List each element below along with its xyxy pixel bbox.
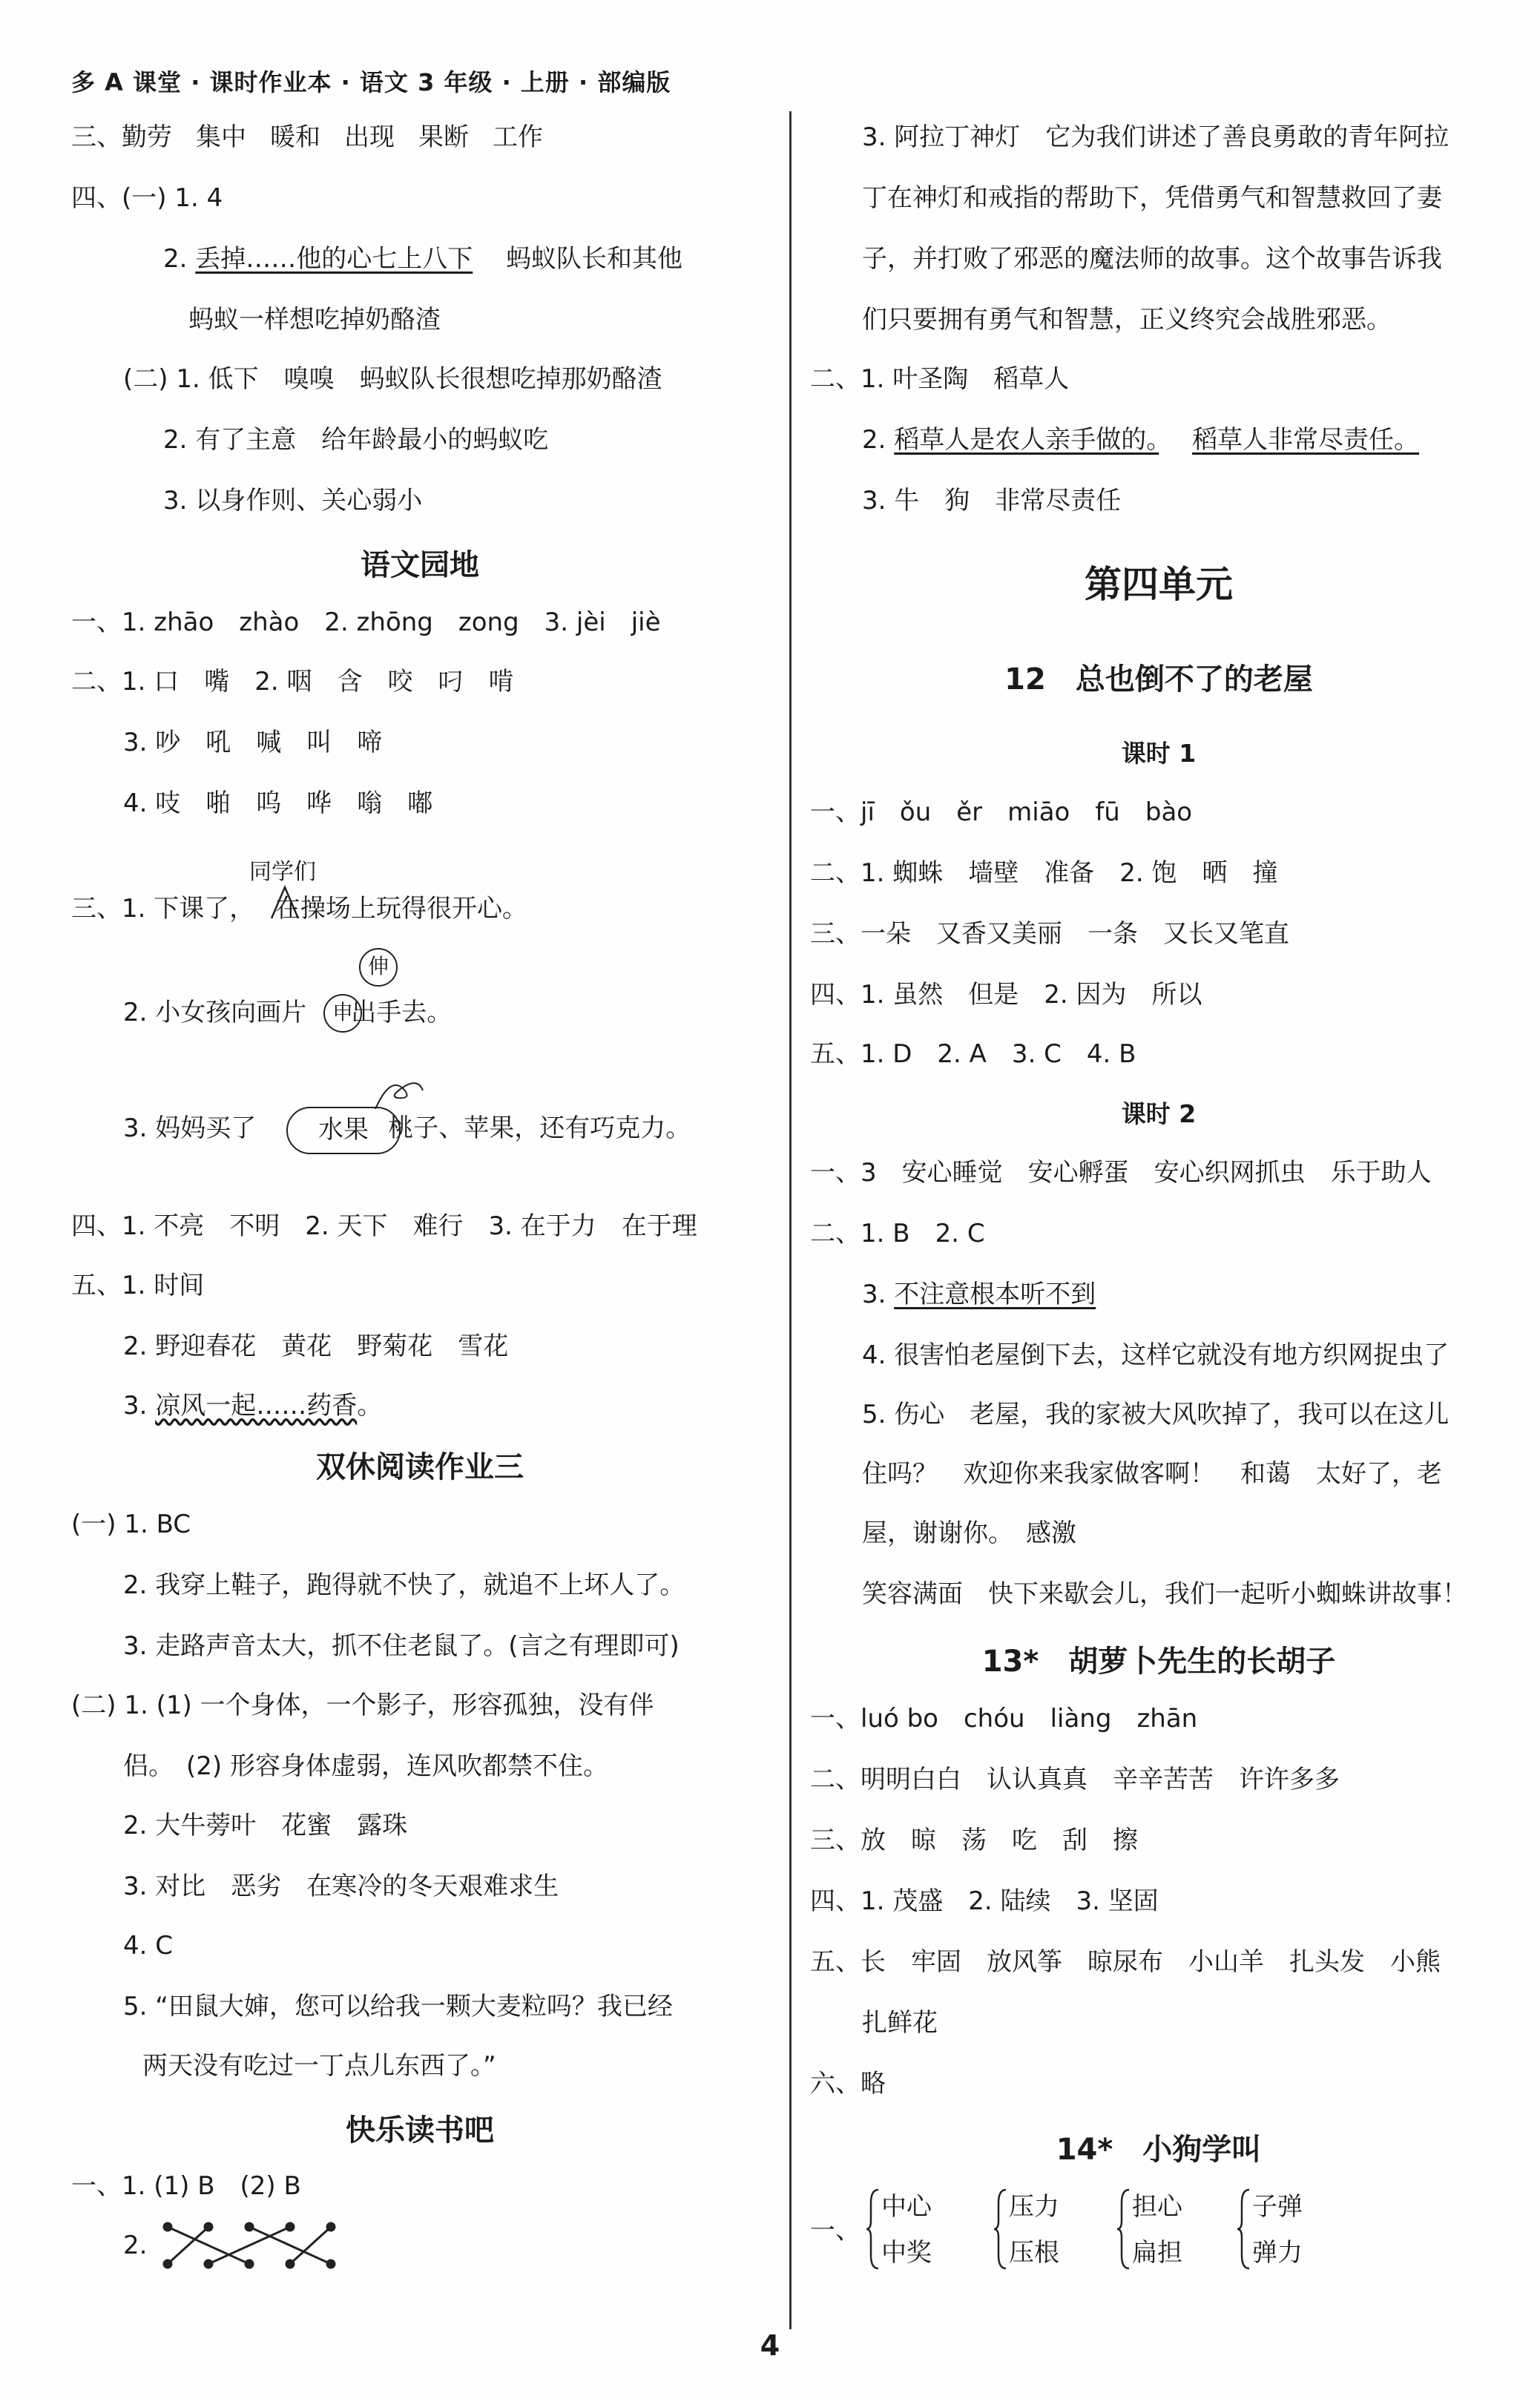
answer-line: (二) 1. (1) 一个身体，一个影子，形容孤独，没有伴 xyxy=(71,1691,654,1720)
answer-line: 3. 走路声音太大，抓不住老鼠了。(言之有理即可) xyxy=(123,1631,679,1661)
answer-line: 3. 吵 吼 喊 叫 啼 xyxy=(123,728,383,757)
answer-line: 二、1. B 2. C xyxy=(810,1219,985,1248)
answer-line: (二) 1. 低下 嗅嗅 蚂蚁队长很想吃掉那奶酪渣 xyxy=(123,364,662,394)
underlined-answer: 丢掉……他的心七上八下 xyxy=(195,244,473,274)
answer-line: 3. 凉风一起……药香。 xyxy=(123,1391,383,1421)
answer-line: 四、1. 不亮 不明 2. 天下 难行 3. 在于力 在于理 xyxy=(71,1211,697,1241)
answer-line: 三、一朵 又香又美丽 一条 又长又笔直 xyxy=(810,919,1289,949)
answer-line: 二、明明白白 认认真真 辛辛苦苦 许许多多 xyxy=(810,1765,1340,1794)
answer-line: 2. 丢掉……他的心七上八下 蚂蚁队长和其他 xyxy=(163,244,683,274)
brace-icon xyxy=(866,2188,880,2270)
wavy-underlined-answer: 凉风一起……药香 xyxy=(155,1391,358,1421)
answer-line: 2. 稻草人是农人亲手做的。 稻草人非常尽责任。 xyxy=(862,425,1420,455)
answer-line: 子，并打败了邪恶的魔法师的故事。这个故事告诉我 xyxy=(862,244,1442,274)
answer-line: (一) 1. BC xyxy=(71,1510,191,1539)
lesson-title: 14* 小狗学叫 xyxy=(1056,2133,1262,2167)
brace-icon xyxy=(994,2188,1007,2270)
answer-line: 二、1. 口 嘴 2. 咽 含 咬 叼 啃 xyxy=(71,667,514,697)
answer-line: 一、1. (1) B (2) B xyxy=(71,2171,301,2201)
answer-line: 三、勤劳 集中 暖和 出现 果断 工作 xyxy=(71,122,543,152)
answer-line: 们只要拥有勇气和智慧，正义终究会战胜邪恶。 xyxy=(862,305,1392,335)
word-bottom: 压根 xyxy=(1009,2238,1059,2268)
answer-line: 2. xyxy=(123,2231,148,2260)
answer-line: 5. “田鼠大婶，您可以给我一颗大麦粒吗？我已经 xyxy=(123,1992,673,2021)
answer-line: 2. 有了主意 给年龄最小的蚂蚁吃 xyxy=(163,425,549,455)
answer-line: 3. 不注意根本听不到 xyxy=(862,1280,1096,1309)
word-top: 压力 xyxy=(1009,2192,1059,2222)
word-bottom: 中奖 xyxy=(881,2238,932,2268)
word-bottom: 弹力 xyxy=(1252,2238,1303,2268)
answer-line: 侣。 (2) 形容身体虚弱，连风吹都禁不住。 xyxy=(123,1751,608,1781)
answer-line: 二、1. 蜘蛛 墙壁 准备 2. 饱 晒 撞 xyxy=(810,858,1278,888)
answer-line: 扎鲜花 xyxy=(862,2008,938,2038)
lesson-title: 13* 胡萝卜先生的长胡子 xyxy=(981,1645,1336,1679)
answer-line: 六、略 xyxy=(810,2069,886,2099)
answer-line: 一、1. zhāo zhào 2. zhōng zong 3. jèi jiè xyxy=(71,608,661,637)
period-title: 课时 2 xyxy=(1121,1099,1197,1128)
answer-line: 两天没有吃过一丁点儿东西了。” xyxy=(142,2051,496,2081)
underlined-answer: 不注意根本听不到 xyxy=(894,1280,1096,1309)
word-top: 子弹 xyxy=(1252,2192,1303,2222)
answer-line: 屋，谢谢你。 感激 xyxy=(862,1518,1076,1548)
answer-line: 住吗？ 欢迎你来我家做客啊！ 和蔼 太好了，老 xyxy=(862,1459,1442,1489)
answer-line: 一、3 安心睡觉 安心孵蛋 安心织网抓虫 乐于助人 xyxy=(810,1158,1432,1188)
word-top: 担心 xyxy=(1132,2192,1182,2222)
answer-line: 2. 野迎春花 黄花 野菊花 雪花 xyxy=(123,1332,509,1361)
brace-icon xyxy=(1117,2188,1131,2270)
answer-line: 一、 xyxy=(810,2216,861,2245)
answer-line: 3. 以身作则、关心弱小 xyxy=(163,486,423,516)
underlined-answer: 稻草人非常尽责任。 xyxy=(1192,425,1420,455)
answer-line: 丁在神灯和戒指的帮助下，凭借勇气和智慧救回了妻 xyxy=(862,183,1442,213)
lesson-title: 12 总也倒不了的老屋 xyxy=(1004,662,1313,697)
answer-line: 四、1. 茂盛 2. 陆续 3. 坚固 xyxy=(810,1886,1159,1916)
answer-line: 蚂蚁一样想吃掉奶酪渣 xyxy=(188,305,441,335)
circled-char-correct: 伸 xyxy=(359,948,398,987)
answer-line: 4. 吱 啪 呜 哗 嗡 嘟 xyxy=(123,789,433,818)
period-title: 课时 1 xyxy=(1121,739,1197,768)
answer-line: 五、1. 时间 xyxy=(71,1271,205,1300)
answer-line: 2. 大牛蒡叶 花蜜 露珠 xyxy=(123,1811,408,1840)
answer-line: 三、放 晾 荡 吃 刮 擦 xyxy=(810,1826,1138,1855)
answer-line: 五、长 牢固 放风筝 晾尿布 小山羊 扎头发 小熊 xyxy=(810,1947,1441,1977)
circled-char-wrong: 申 xyxy=(323,994,362,1033)
answer-line: 3. 阿拉丁神灯 它为我们讲述了善良勇敢的青年阿拉 xyxy=(862,122,1449,152)
answer-line: 4. C xyxy=(123,1931,173,1961)
book-header: 多 A 课堂 · 课时作业本 · 语文 3 年级 · 上册 · 部编版 xyxy=(71,68,671,96)
word-top: 中心 xyxy=(881,2192,932,2222)
answer-line: 4. 很害怕老屋倒下去，这样它就没有地方织网捉虫了 xyxy=(862,1340,1449,1370)
answer-line: 3. 妈妈买了 桃子、苹果，还有巧克力。 xyxy=(123,1113,691,1143)
answer-line: 三、1. 下课了， 在操场上玩得很开心。 xyxy=(71,894,528,924)
section-title: 双休阅读作业三 xyxy=(316,1450,524,1484)
answer-line: 2. 小女孩向画片 出手去。 xyxy=(123,998,453,1027)
answer-line: 一、luó bo chóu liàng zhān xyxy=(810,1704,1198,1734)
answer-line: 四、(一) 1. 4 xyxy=(71,183,223,213)
oval-marked-word: 水果 xyxy=(286,1107,401,1154)
answer-line: 二、1. 叶圣陶 稻草人 xyxy=(810,364,1070,394)
answer-line: 3. 牛 狗 非常尽责任 xyxy=(862,486,1122,516)
matching-lines-diagram xyxy=(160,2219,346,2271)
answer-line: 五、1. D 2. A 3. C 4. B xyxy=(810,1039,1136,1069)
page-number: 4 xyxy=(760,2329,780,2362)
section-title: 语文园地 xyxy=(361,548,479,582)
answer-line: 一、jī ǒu ěr miāo fū bào xyxy=(810,797,1193,827)
answer-line: 5. 伤心 老屋，我的家被大风吹掉了，我可以在这儿 xyxy=(862,1400,1449,1429)
underlined-answer: 稻草人是农人亲手做的。 xyxy=(894,425,1159,455)
section-title: 快乐读书吧 xyxy=(346,2113,494,2147)
column-divider xyxy=(789,111,792,2329)
word-bottom: 扁担 xyxy=(1132,2238,1182,2268)
unit-title: 第四单元 xyxy=(1085,563,1233,606)
answer-line: 3. 对比 恶劣 在寒冷的冬天艰难求生 xyxy=(123,1872,559,1901)
answer-line: 2. 我穿上鞋子，跑得就不快了，就追不上坏人了。 xyxy=(123,1570,685,1600)
answer-line: 四、1. 虽然 但是 2. 因为 所以 xyxy=(810,980,1202,1010)
answer-line: 笑容满面 快下来歇会儿，我们一起听小蜘蛛讲故事！ xyxy=(862,1579,1467,1609)
brace-icon xyxy=(1237,2188,1251,2270)
insertion-mark-text: 同学们 xyxy=(249,859,316,885)
